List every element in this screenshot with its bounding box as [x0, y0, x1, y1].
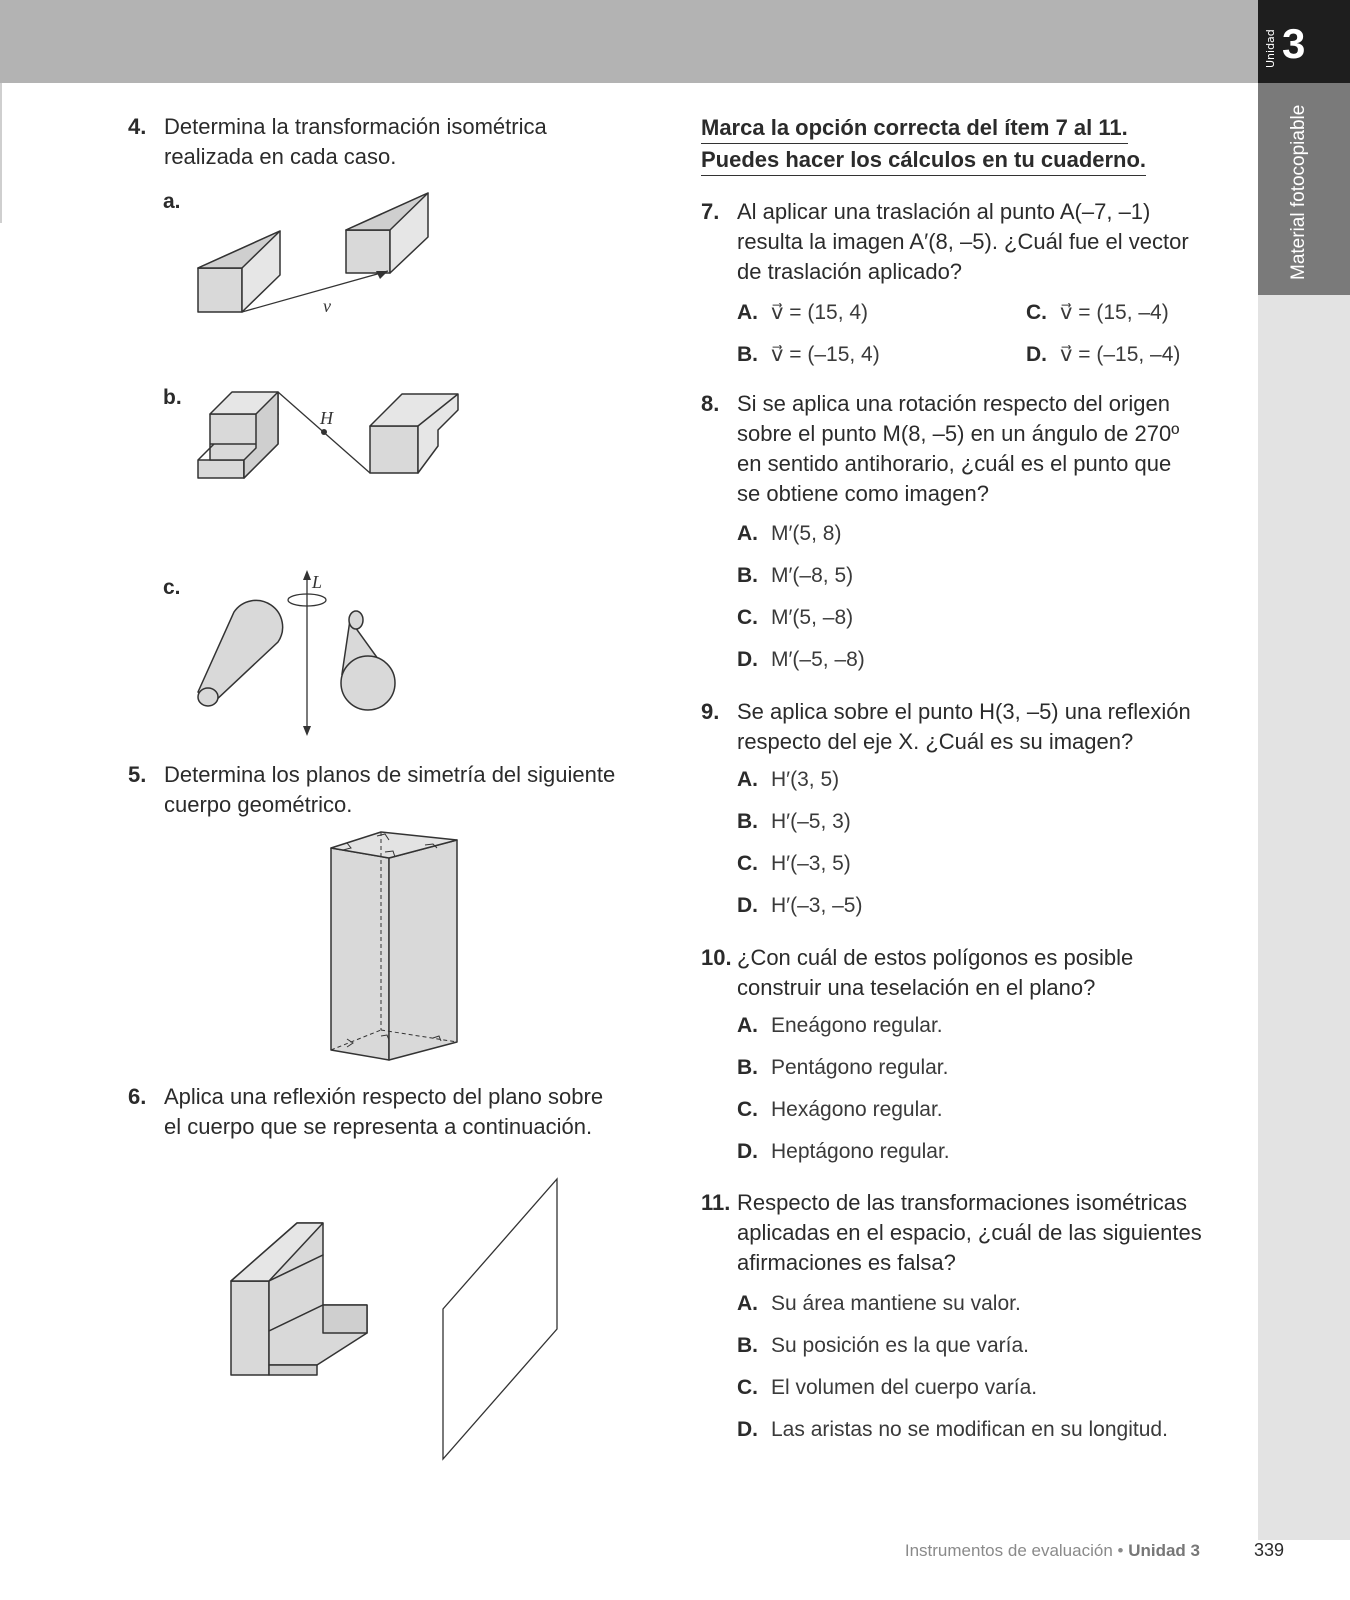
- option-text: Hexágono regular.: [771, 1098, 943, 1121]
- footer-bullet: •: [1117, 1541, 1124, 1560]
- option-letter: B.: [737, 1056, 758, 1079]
- question-line: cuerpo geométrico.: [164, 792, 353, 817]
- page-number: 339: [1254, 1540, 1285, 1560]
- figure-6-reflection-plane: [225, 1175, 565, 1465]
- option-text: v⃗ = (15, –4): [1060, 301, 1169, 324]
- axis-l-label: L: [312, 572, 323, 592]
- option-letter: B.: [737, 564, 758, 587]
- question-line: Aplica una reflexión respecto del plano sobre: [164, 1084, 604, 1109]
- figure-4b-point-symmetry: [190, 380, 470, 490]
- option-letter: B.: [737, 810, 758, 833]
- option-11d[interactable]: [737, 1418, 1168, 1442]
- option-8c[interactable]: [737, 606, 853, 630]
- option-text: M′(–8, 5): [771, 564, 854, 587]
- option-10d[interactable]: [737, 1140, 950, 1164]
- option-letter: D.: [737, 894, 758, 917]
- option-letter: A.: [737, 522, 758, 545]
- question-number: 6.: [128, 1084, 147, 1109]
- question-text: [164, 112, 547, 172]
- option-11c[interactable]: [737, 1376, 1037, 1400]
- option-text: M′(5, –8): [771, 606, 854, 629]
- question-number: 11.: [701, 1190, 731, 1215]
- option-11a[interactable]: [737, 1292, 1021, 1316]
- option-letter: D.: [1026, 343, 1047, 366]
- question-line: Determina los planos de simetría del siguiente: [164, 762, 616, 787]
- question-line: Al aplicar una traslación al punto A(–7, –1): [737, 199, 1151, 224]
- question-text: [164, 760, 615, 820]
- question-line: ¿Con cuál de estos polígonos es posible: [737, 945, 1134, 970]
- option-text: Eneágono regular.: [771, 1014, 943, 1037]
- option-text: M′(5, 8): [771, 522, 842, 545]
- question-line: resulta la imagen A′(8, –5). ¿Cuál fue el vector: [737, 229, 1189, 254]
- figure-4a-translation: [190, 185, 440, 325]
- option-text: Su posición es la que varía.: [771, 1334, 1029, 1357]
- option-text: v⃗ = (15, 4): [771, 301, 869, 324]
- left-edge-line: [0, 83, 2, 223]
- item-b-label: b.: [163, 386, 182, 409]
- instructions: [701, 112, 1146, 176]
- instructions-line: Marca la opción correcta del ítem 7 al 11.: [701, 112, 1128, 144]
- option-text: v⃗ = (–15, 4): [771, 343, 880, 366]
- option-9b[interactable]: [737, 810, 851, 834]
- vector-label: v⃗: [323, 296, 345, 316]
- figure-4c-rotation: [190, 570, 420, 740]
- question-line: en sentido antihorario, ¿cuál es el punto que: [737, 451, 1172, 476]
- option-letter: C.: [737, 1376, 758, 1399]
- question-number: 8.: [701, 391, 720, 416]
- option-text: Heptágono regular.: [771, 1140, 950, 1163]
- question-text: [737, 943, 1133, 1003]
- option-10b[interactable]: [737, 1056, 948, 1080]
- item-a-label: a.: [163, 190, 181, 213]
- instructions-line: Puedes hacer los cálculos en tu cuaderno.: [701, 144, 1146, 176]
- option-7d[interactable]: [1026, 342, 1180, 367]
- figure-5-prism: [325, 830, 465, 1065]
- question-line: construir una teselación en el plano?: [737, 975, 1096, 1000]
- option-8b[interactable]: [737, 564, 853, 588]
- question-text: [737, 697, 1191, 757]
- option-10a[interactable]: [737, 1014, 943, 1038]
- question-line: Se aplica sobre el punto H(3, –5) una reflexión: [737, 699, 1191, 724]
- question-line: Determina la transformación isométrica: [164, 114, 547, 139]
- option-text: M′(–5, –8): [771, 648, 865, 671]
- option-letter: C.: [737, 1098, 758, 1121]
- material-label: Material fotocopiable: [1288, 104, 1309, 280]
- option-8d[interactable]: [737, 648, 865, 672]
- question-line: Respecto de las transformaciones isométricas: [737, 1190, 1187, 1215]
- question-line: respecto del eje X. ¿Cuál es su imagen?: [737, 729, 1134, 754]
- option-8a[interactable]: [737, 522, 841, 546]
- question-number: 5.: [128, 762, 147, 787]
- option-9a[interactable]: [737, 768, 839, 792]
- footer-section: Instrumentos de evaluación: [904, 1541, 1113, 1560]
- option-letter: C.: [1026, 301, 1047, 324]
- question-number: 9.: [701, 699, 720, 724]
- question-line: se obtiene como imagen?: [737, 481, 989, 506]
- question-line: realizada en cada caso.: [164, 144, 397, 169]
- option-letter: D.: [737, 648, 758, 671]
- option-letter: B.: [737, 1334, 758, 1357]
- footer: [905, 1541, 1200, 1561]
- question-line: Si se aplica una rotación respecto del origen: [737, 391, 1170, 416]
- option-text: H′(–5, 3): [771, 810, 851, 833]
- unit-word: Unidad: [1264, 29, 1277, 68]
- question-text: [737, 389, 1179, 509]
- option-text: Pentágono regular.: [771, 1056, 949, 1079]
- option-text: Las aristas no se modifican en su longitud.: [771, 1418, 1168, 1441]
- question-line: de traslación aplicado?: [737, 259, 963, 284]
- point-h-label: H: [320, 408, 333, 428]
- question-number: 10.: [701, 945, 732, 970]
- option-text: v⃗ = (–15, –4): [1060, 343, 1181, 366]
- option-9d[interactable]: [737, 894, 862, 918]
- question-line: sobre el punto M(8, –5) en un ángulo de 270º: [737, 421, 1180, 446]
- question-line: el cuerpo que se representa a continuación.: [164, 1114, 593, 1139]
- header-bar: [0, 0, 1258, 83]
- option-letter: C.: [737, 852, 758, 875]
- option-letter: A.: [737, 1014, 758, 1037]
- question-text: [737, 197, 1189, 287]
- unit-number: 3: [1282, 20, 1306, 67]
- option-10c[interactable]: [737, 1098, 943, 1122]
- option-letter: B.: [737, 343, 758, 366]
- option-letter: A.: [737, 301, 758, 324]
- option-letter: C.: [737, 606, 758, 629]
- question-text: [737, 1188, 1202, 1278]
- question-line: afirmaciones es falsa?: [737, 1250, 956, 1275]
- option-letter: D.: [737, 1418, 758, 1441]
- option-text: Su área mantiene su valor.: [771, 1292, 1021, 1315]
- option-7b[interactable]: [737, 342, 880, 367]
- question-text: [164, 1082, 603, 1142]
- question-number: 7.: [701, 199, 720, 224]
- item-c-label: c.: [163, 576, 181, 599]
- option-11b[interactable]: [737, 1334, 1029, 1358]
- option-letter: A.: [737, 768, 758, 791]
- question-line: aplicadas en el espacio, ¿cuál de las siguientes: [737, 1220, 1202, 1245]
- option-text: H′(–3, –5): [771, 894, 863, 917]
- option-7a[interactable]: [737, 300, 868, 325]
- option-text: El volumen del cuerpo varía.: [771, 1376, 1038, 1399]
- option-text: H′(–3, 5): [771, 852, 851, 875]
- option-7c[interactable]: [1026, 300, 1169, 325]
- option-9c[interactable]: [737, 852, 851, 876]
- option-text: H′(3, 5): [771, 768, 840, 791]
- question-number: 4.: [128, 114, 147, 139]
- option-letter: D.: [737, 1140, 758, 1163]
- option-letter: A.: [737, 1292, 758, 1315]
- footer-unit: Unidad 3: [1128, 1541, 1200, 1560]
